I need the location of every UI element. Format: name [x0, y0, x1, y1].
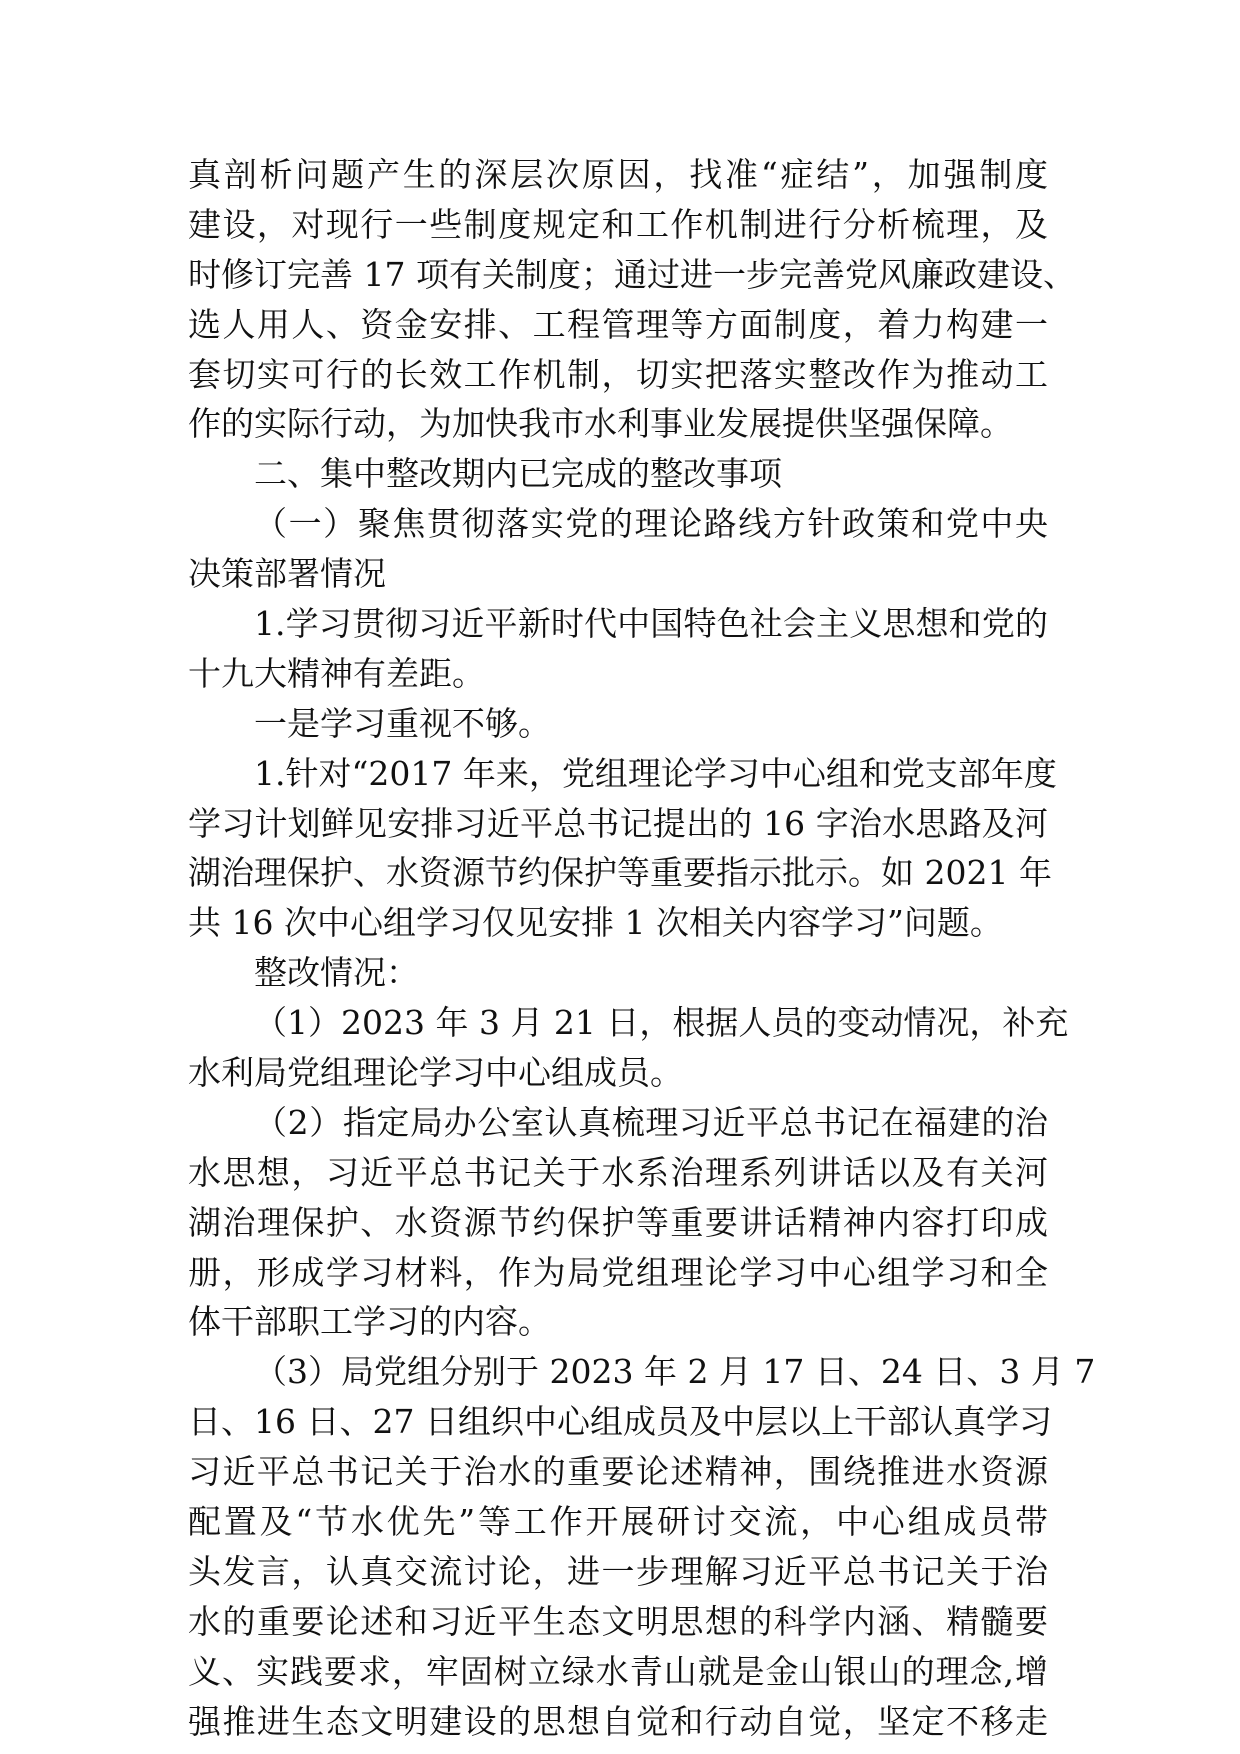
- text-line: 水的重要论述和习近平生态文明思想的科学内涵、精髓要: [188, 1601, 1048, 1641]
- text-line: 时修订完善 17 项有关制度；通过进一步完善党风廉政建设、: [188, 254, 1076, 294]
- text-line: 体干部职工学习的内容。: [188, 1302, 551, 1342]
- text-line: 水利局党组理论学习中心组成员。: [188, 1053, 683, 1093]
- text-line: 日、16 日、27 日组织中心组成员及中层以上干部认真学习: [188, 1402, 1052, 1442]
- text-line: （3）局党组分别于 2023 年 2 月 17 日、24 日、3 月 7: [254, 1352, 1096, 1392]
- text-line: 义、实践要求，牢固树立绿水青山就是金山银山的理念,增: [188, 1651, 1048, 1691]
- text-line: 1.针对“2017 年来，党组理论学习中心组和党支部年度: [254, 753, 1057, 793]
- text-line: 配置及“节水优先”等工作开展研讨交流，中心组成员带: [188, 1502, 1048, 1542]
- point-heading: 一是学习重视不够。: [254, 703, 551, 743]
- text-line: 真剖析问题产生的深层次原因，找准“症结”，加强制度: [188, 155, 1048, 194]
- rectification-heading: 整改情况：: [254, 953, 419, 993]
- text-line: 作的实际行动，为加快我市水利事业发展提供坚强保障。: [188, 404, 1013, 444]
- text-line: 水思想，习近平总书记关于水系治理系列讲话以及有关河: [188, 1152, 1048, 1192]
- text-line: （2）指定局办公室认真梳理习近平总书记在福建的治: [254, 1102, 1048, 1142]
- text-line: 习近平总书记关于治水的重要论述精神，围绕推进水资源: [188, 1452, 1048, 1492]
- text-line: 强推进生态文明建设的思想自觉和行动自觉，坚定不移走: [188, 1701, 1048, 1741]
- text-line: 共 16 次中心组学习仅见安排 1 次相关内容学习”问题。: [188, 903, 1003, 943]
- text-line: 学习计划鲜见安排习近平总书记提出的 16 字治水思路及河: [188, 803, 1048, 843]
- text-line: 决策部署情况: [188, 554, 386, 594]
- text-line: 套切实可行的长效工作机制，切实把落实整改作为推动工: [188, 354, 1048, 394]
- text-line: （1）2023 年 3 月 21 日，根据人员的变动情况，补充: [254, 1003, 1069, 1043]
- text-line: 选人用人、资金安排、工程管理等方面制度，着力构建一: [188, 304, 1048, 344]
- document-body: [188, 150, 1096, 1747]
- section-heading: 二、集中整改期内已完成的整改事项: [254, 454, 782, 494]
- text-line: 十九大精神有差距。: [188, 653, 485, 693]
- text-line: 册，形成学习材料，作为局党组理论学习中心组学习和全: [188, 1252, 1048, 1292]
- item-heading: 1.学习贯彻习近平新时代中国特色社会主义思想和党的: [254, 604, 1048, 644]
- subsection-heading: （一）聚焦贯彻落实党的理论路线方针政策和党中央: [254, 504, 1048, 544]
- text-line: 湖治理保护、水资源节约保护等重要讲话精神内容打印成: [188, 1202, 1048, 1242]
- text-line: 头发言，认真交流讨论，进一步理解习近平总书记关于治: [188, 1551, 1048, 1591]
- text-line: 湖治理保护、水资源节约保护等重要指示批示。如 2021 年: [188, 853, 1052, 893]
- text-line: 建设，对现行一些制度规定和工作机制进行分析梳理，及: [188, 204, 1048, 244]
